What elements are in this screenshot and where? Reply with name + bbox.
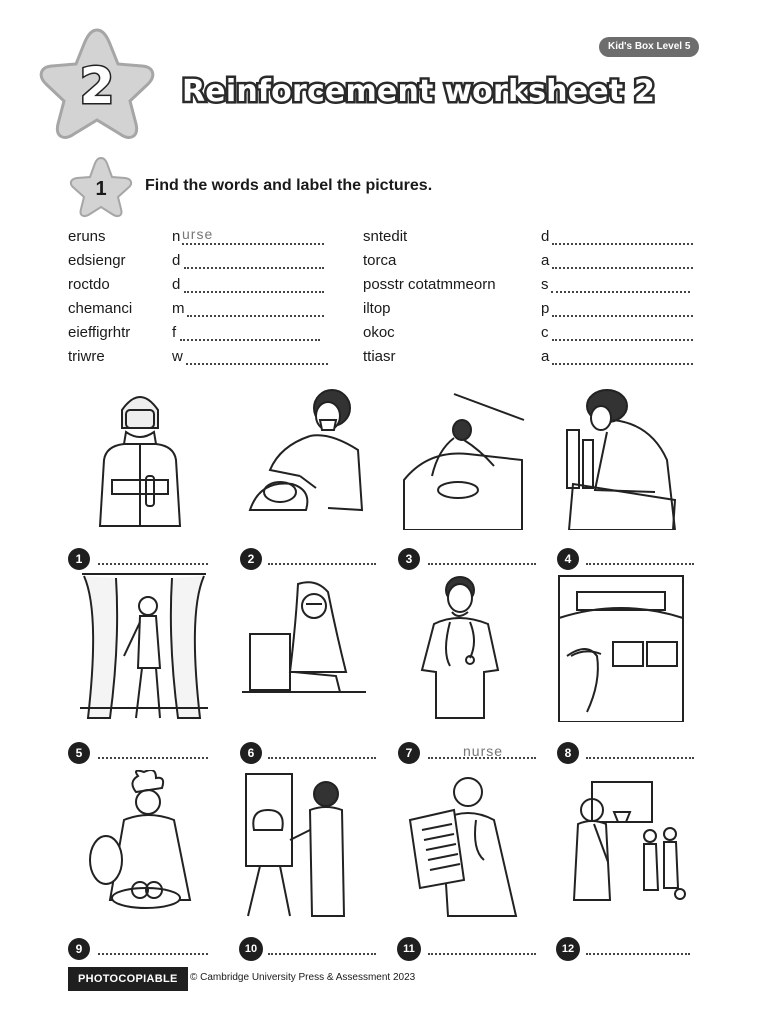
answer-line[interactable]: [184, 277, 324, 293]
answer-first-letter: f: [172, 324, 177, 341]
picture-number-badge: 3: [398, 548, 420, 570]
photocopiable-label: PHOTOCOPIABLE: [68, 967, 188, 991]
artist-icon: [240, 770, 368, 920]
answer-line[interactable]: [551, 277, 690, 293]
picture-label-line[interactable]: [98, 943, 208, 955]
anagram-word: chemanci: [68, 300, 133, 317]
picture-label-line[interactable]: [98, 553, 208, 565]
picture-number-badge: 9: [68, 938, 90, 960]
picture-label-line[interactable]: [268, 943, 376, 955]
answer-line[interactable]: [552, 229, 693, 245]
picture-number-badge: 2: [240, 548, 262, 570]
answer-first-letter: d: [172, 276, 181, 293]
answer-line[interactable]: [552, 253, 693, 269]
anagram-word: triwre: [68, 348, 105, 365]
picture-number-badge: 12: [556, 937, 580, 961]
picture-label-line[interactable]: [428, 747, 536, 759]
picture-number-badge: 7: [398, 742, 420, 764]
picture-number-badge: 11: [397, 937, 421, 961]
designer-icon: [555, 380, 683, 530]
unit-number: 2: [79, 57, 115, 115]
picture-label-line[interactable]: [268, 553, 376, 565]
exercise-number: 1: [95, 177, 107, 200]
picture-number-badge: 8: [557, 742, 579, 764]
answer-line[interactable]: [182, 229, 324, 245]
copyright-notice: © Cambridge University Press & Assessment 2023: [190, 972, 416, 983]
mechanic-icon: [398, 380, 526, 530]
level-badge: Kid's Box Level 5: [599, 37, 699, 57]
answer-first-letter: c: [541, 324, 549, 341]
picture-label-line[interactable]: [428, 943, 536, 955]
exercise-instruction: Find the words and label the pictures.: [145, 177, 433, 194]
sports-commentator-icon: [558, 770, 686, 920]
nurse-icon: [398, 572, 526, 722]
anagram-word: posstr cotatmmeorn: [363, 276, 496, 293]
answer-line[interactable]: [186, 349, 328, 365]
answer-first-letter: m: [172, 300, 185, 317]
anagram-word: iltop: [363, 300, 391, 317]
picture-label-line[interactable]: [586, 553, 694, 565]
answer-first-letter: n: [172, 228, 181, 245]
anagram-word: edsiengr: [68, 252, 126, 269]
anagram-word: eruns: [68, 228, 106, 245]
anagram-word: okoc: [363, 324, 395, 341]
picture-label-line[interactable]: [586, 747, 694, 759]
firefighter-icon: [76, 380, 204, 530]
picture-number-badge: 1: [68, 548, 90, 570]
answer-first-letter: p: [541, 300, 550, 317]
doctor-icon: [398, 770, 526, 920]
answer-first-letter: w: [172, 348, 183, 365]
answer-first-letter: d: [172, 252, 181, 269]
answer-line[interactable]: [552, 325, 693, 341]
answer-handwriting: urse: [182, 226, 214, 242]
picture-label-line[interactable]: [98, 747, 208, 759]
picture-number-badge: 4: [557, 548, 579, 570]
anagram-word: torca: [363, 252, 397, 269]
picture-number-badge: 6: [240, 742, 262, 764]
answer-line[interactable]: [184, 253, 324, 269]
picture-label-line[interactable]: [428, 553, 536, 565]
answer-line[interactable]: [552, 349, 693, 365]
picture-label-line[interactable]: [268, 747, 376, 759]
answer-first-letter: d: [541, 228, 550, 245]
writer-icon: [240, 572, 368, 722]
pilot-icon: [557, 572, 685, 722]
picture-label-handwriting: nurse: [463, 743, 504, 759]
picture-number-badge: 10: [239, 937, 263, 961]
dentist-icon: [240, 380, 368, 530]
picture-number-badge: 5: [68, 742, 90, 764]
anagram-word: eieffigrhtr: [68, 324, 131, 341]
anagram-word: roctdo: [68, 276, 110, 293]
answer-line[interactable]: [187, 301, 324, 317]
actor-icon: [80, 572, 208, 722]
cook-icon: [80, 770, 208, 920]
answer-line[interactable]: [552, 301, 693, 317]
anagram-word: sntedit: [363, 228, 408, 245]
answer-line[interactable]: [180, 325, 320, 341]
anagram-word: ttiasr: [363, 348, 396, 365]
answer-first-letter: a: [541, 252, 550, 269]
page-title: Reinforcement worksheet 2: [182, 74, 656, 109]
picture-label-line[interactable]: [586, 943, 690, 955]
answer-first-letter: s: [541, 276, 549, 293]
answer-first-letter: a: [541, 348, 550, 365]
